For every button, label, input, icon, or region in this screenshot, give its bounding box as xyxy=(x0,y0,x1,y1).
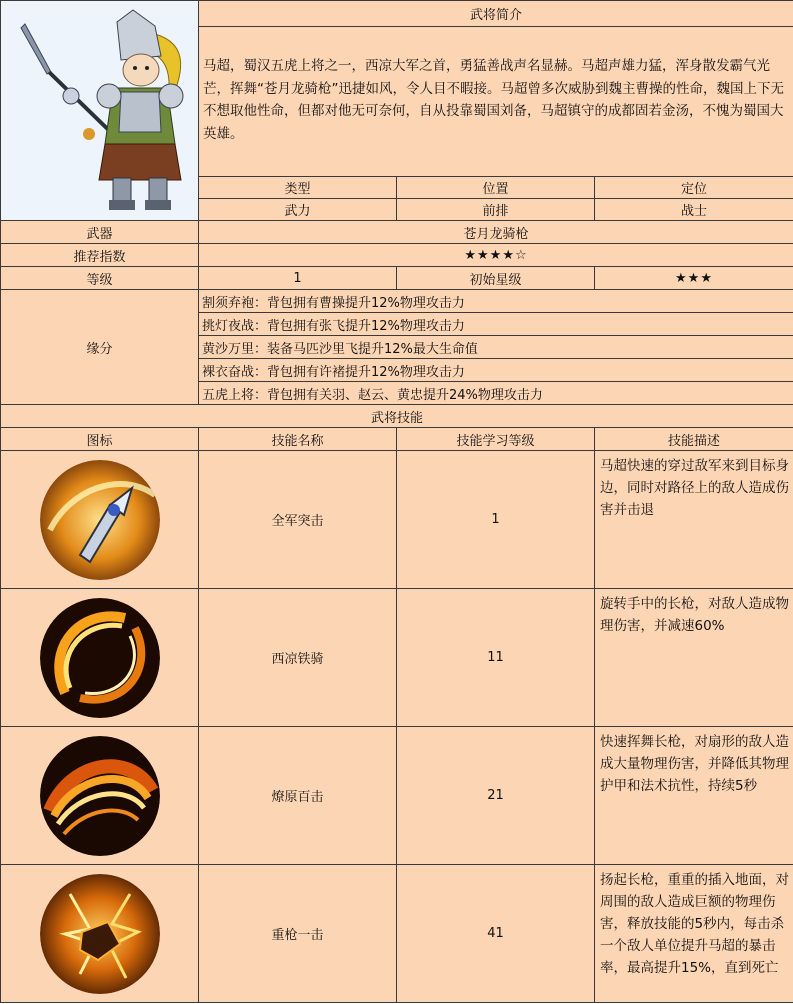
skill-desc: 旋转手中的长枪，对敌人造成物理伤害，并减速60% xyxy=(595,589,793,727)
skill-desc: 马超快速的穿过敌军来到目标身边，同时对路径上的敌人造成伤害并击退 xyxy=(595,451,793,589)
initial-star-value: ★★★ xyxy=(595,267,793,290)
type-label: 类型 xyxy=(199,177,397,199)
recommend-stars: ★★★★☆ xyxy=(199,244,793,267)
skills-header: 武将技能 xyxy=(1,405,793,428)
skill-icon-cell xyxy=(1,451,199,589)
ground-slam-skill-icon xyxy=(40,874,160,994)
skill-desc: 快速挥舞长枪，对扇形的敌人造成大量物理伤害，并降低其物理护甲和法术抗性，持续5秒 xyxy=(595,727,793,865)
skill-row xyxy=(1,727,793,865)
skill-icon-cell xyxy=(1,727,199,865)
skill-level: 11 xyxy=(397,589,595,727)
col-skill-name: 技能名称 xyxy=(199,428,397,451)
position-label: 位置 xyxy=(397,177,595,199)
skill-name: 全军突击 xyxy=(199,451,397,589)
col-icon: 图标 xyxy=(1,428,199,451)
skill-desc: 扬起长枪，重重的插入地面，对周围的敌人造成巨额的物理伤害，释放技能的5秒内，每击杀一个敌人单位提升马超的暴击率，最高提升15%，直到死亡 xyxy=(595,865,793,1003)
skill-name: 西凉铁骑 xyxy=(199,589,397,727)
hero-portrait-image xyxy=(5,4,195,214)
weapon-label: 武器 xyxy=(1,221,199,244)
role-value: 战士 xyxy=(595,199,793,221)
fate-item: 五虎上将：背包拥有关羽、赵云、黄忠提升24%物理攻击力 xyxy=(199,382,793,405)
fate-item: 裸衣奋战：背包拥有许褚提升12%物理攻击力 xyxy=(199,359,793,382)
col-skill-desc: 技能描述 xyxy=(595,428,793,451)
hero-intro-text: 马超，蜀汉五虎上将之一，西凉大军之首，勇猛善战声名显赫。马超声雄力猛，浑身散发霸气光芒，挥舞“苍月龙骑枪”迅捷如风，令人目不暇接。马超曾多次威胁到魏主曹操的性命，魏国上下无不想取他性命，但都对他无可奈何，自从投靠蜀国刘备，马超镇守的成都固若金汤，不愧为蜀国大英雄。 xyxy=(199,27,793,177)
fan-slash-skill-icon xyxy=(40,736,160,856)
skill-row xyxy=(1,451,793,589)
recommend-label: 推荐指数 xyxy=(1,244,199,267)
skill-level: 1 xyxy=(397,451,595,589)
hero-portrait xyxy=(1,1,199,221)
skill-name: 燎原百击 xyxy=(199,727,397,865)
intro-header: 武将简介 xyxy=(199,1,793,27)
fate-item: 割须弃袍：背包拥有曹操提升12%物理攻击力 xyxy=(199,290,793,313)
fate-label: 缘分 xyxy=(1,290,199,405)
skill-level: 21 xyxy=(397,727,595,865)
skill-row xyxy=(1,865,793,1003)
skill-level: 41 xyxy=(397,865,595,1003)
initial-star-label: 初始星级 xyxy=(397,267,595,290)
skill-icon-cell xyxy=(1,589,199,727)
type-value: 武力 xyxy=(199,199,397,221)
skill-name: 重枪一击 xyxy=(199,865,397,1003)
fate-item: 黄沙万里：装备马匹沙里飞提升12%最大生命值 xyxy=(199,336,793,359)
role-label: 定位 xyxy=(595,177,793,199)
skill-row xyxy=(1,589,793,727)
level-label: 等级 xyxy=(1,267,199,290)
skill-icon-cell xyxy=(1,865,199,1003)
spin-slash-skill-icon xyxy=(40,598,160,718)
col-skill-level: 技能学习等级 xyxy=(397,428,595,451)
level-value: 1 xyxy=(199,267,397,290)
spear-thrust-skill-icon xyxy=(40,460,160,580)
fate-item: 挑灯夜战：背包拥有张飞提升12%物理攻击力 xyxy=(199,313,793,336)
position-value: 前排 xyxy=(397,199,595,221)
weapon-value: 苍月龙骑枪 xyxy=(199,221,793,244)
